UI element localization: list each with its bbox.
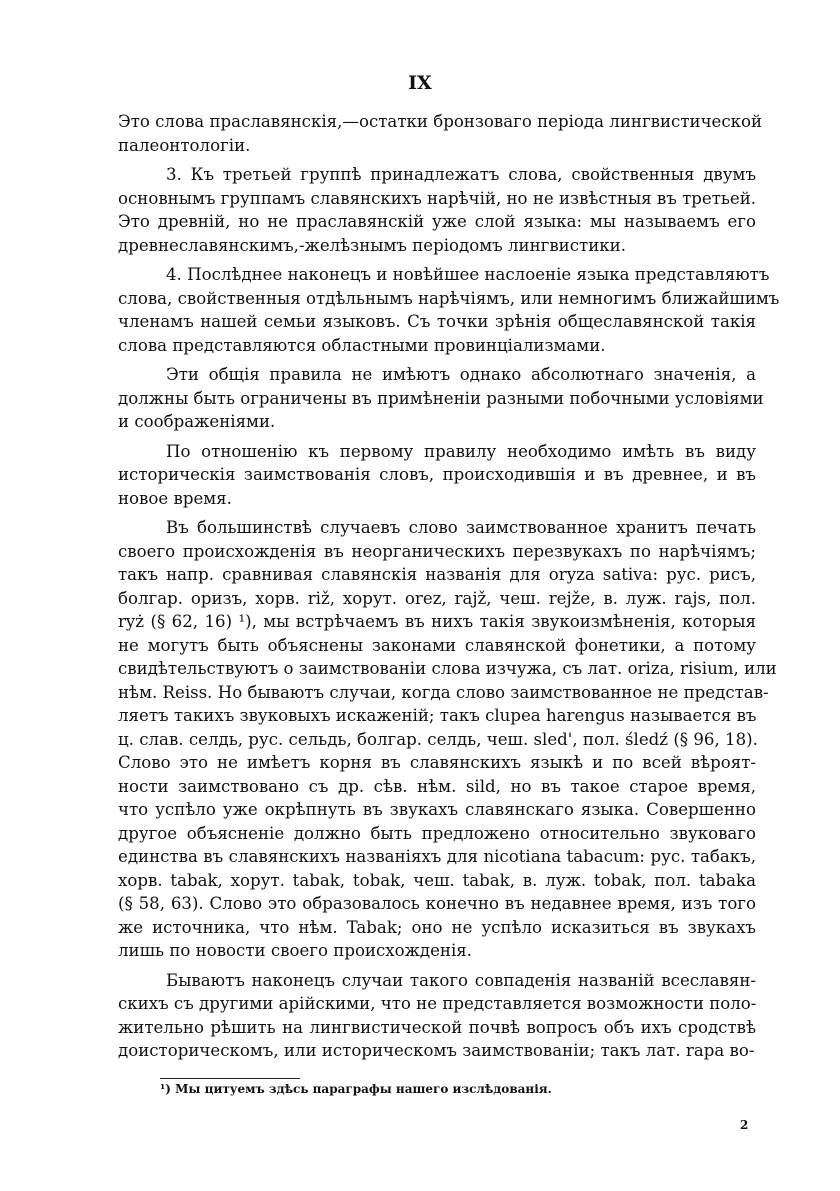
text-line: новое время.: [118, 488, 232, 508]
text-line: лишь по новости своего происхожденія.: [118, 941, 473, 960]
text-line: нѣм. Reiss. Но бываютъ случаи, когда слово заимствованное не представ-: [118, 682, 769, 702]
text-line: Это слова праславянскія,—остатки бронзоваго періода лингвистической: [118, 112, 763, 131]
text-line: Бываютъ наконецъ случаи такого совпаденія названій всеславян-: [166, 970, 756, 990]
text-line: основнымъ группамъ славянскихъ нарѣчій, но не извѣстныя въ третьей.: [118, 188, 757, 208]
text-line: палеонтологіи.: [118, 135, 251, 155]
text-line: другое объясненіе должно быть предложено относительно звуковаго: [118, 823, 756, 843]
text-line: своего происхожденія въ неорганическихъ перезвукахъ по нарѣчіямъ;: [118, 541, 756, 561]
text-line: хорв. tabak, хорут. tabak, tobak, чеш. tabak, в. луж. tobak, пол. tabaka: [118, 870, 756, 890]
text-line: членамъ нашей семьи языковъ. Съ точки зрѣнія общеславянской такія: [118, 312, 756, 331]
paragraph: [118, 440, 756, 511]
text-line: не могутъ быть объяснены законами славянской фонетики, а потому: [118, 635, 756, 655]
text-line: болгар. оризъ, хорв. riž, хорут. orez, rajž, чеш. rejže, в. луж. rajs, пол.: [118, 588, 756, 608]
text-line: историческія заимствованія словъ, происходившія и въ древнее, и въ: [118, 465, 756, 484]
text-line: единства въ славянскихъ названіяхъ для nicotiana tabacum: рус. табакъ,: [118, 847, 756, 866]
paragraph: [118, 263, 780, 357]
page-number: IX: [408, 72, 432, 94]
text-line: такъ напр. сравнивая славянскія названія для oryza sativa: рус. рисъ,: [118, 565, 756, 584]
text-line: должны быть ограничены въ примѣненіи разными побочными условіями: [118, 388, 764, 408]
text-line: ryż (§ 62, 16) ¹), мы встрѣчаемъ въ нихъ такія звукоизмѣненія, которыя: [118, 612, 756, 631]
footnote: ¹) Мы цитуемъ здѣсь параграфы нашего изслѣдованія.: [160, 1082, 552, 1096]
paragraph: [118, 969, 756, 1063]
text-line: скихъ съ другими арійскими, что не представляется возможности поло-: [118, 994, 757, 1013]
text-line: Это древній, но не праславянскій уже слой языка: мы называемъ его: [118, 212, 756, 231]
footnote-divider: [160, 1078, 300, 1079]
paragraph: [118, 163, 756, 257]
text-line: слова, свойственныя отдѣльнымъ нарѣчіямъ, или немногимъ ближайшимъ: [118, 288, 780, 308]
text-line: ности заимствовано съ др. сѣв. нѣм. sild, но въ такое старое время,: [118, 776, 756, 796]
text-line: Слово это не имѣетъ корня въ славянскихъ языкѣ и по всей вѣроят-: [118, 753, 756, 772]
text-line: (§ 58, 63). Слово это образовалось конечно въ недавнее время, изъ того: [118, 894, 756, 913]
text-line: Въ большинствѣ случаевъ слово заимствованное хранитъ печать: [166, 518, 756, 537]
text-line: что успѣло уже окрѣпнуть въ звукахъ славянскаго языка. Совершенно: [118, 800, 756, 819]
printer-signature-mark: 2: [740, 1118, 749, 1132]
text-line: Эти общія правила не имѣютъ однако абсолютнаго значенія, а: [166, 365, 756, 384]
text-line: ляетъ такихъ звуковыхъ искаженій; такъ clupea harengus называется въ: [118, 706, 757, 725]
text-line: и соображеніями.: [118, 412, 276, 431]
text-line: слова представляются областными провинціализмами.: [118, 335, 606, 355]
text-line: древнеславянскимъ,-желѣзнымъ періодомъ лингвистики.: [118, 235, 626, 255]
paragraph: [118, 363, 764, 434]
paragraph: [118, 516, 777, 963]
text-line: 4. Послѣднее наконецъ и новѣйшее наслоеніе языка представляютъ: [166, 265, 770, 284]
text-line: же источника, что нѣм. Tabak; оно не успѣло исказиться въ звукахъ: [118, 917, 756, 937]
text-line: ц. слав. селдь, рус. сельдь, болгар. селдь, чеш. sled', пол. śledź (§ 96, 18).: [118, 729, 758, 749]
body-text: [118, 110, 780, 1069]
text-line: свидѣтельствуютъ о заимствованіи слова изчужа, съ лат. oriza, risium, или: [118, 659, 777, 678]
text-line: жительно рѣшить на лингвистической почвѣ вопросъ объ ихъ сродствѣ: [118, 1017, 756, 1037]
paragraph: [118, 110, 763, 157]
text-line: По отношенію къ первому правилу необходимо имѣть въ виду: [166, 441, 756, 461]
text-line: доисторическомъ, или историческомъ заимствованіи; такъ лат. rapa во-: [118, 1041, 755, 1060]
text-line: 3. Къ третьей группѣ принадлежатъ слова, свойственныя двумъ: [166, 165, 756, 184]
